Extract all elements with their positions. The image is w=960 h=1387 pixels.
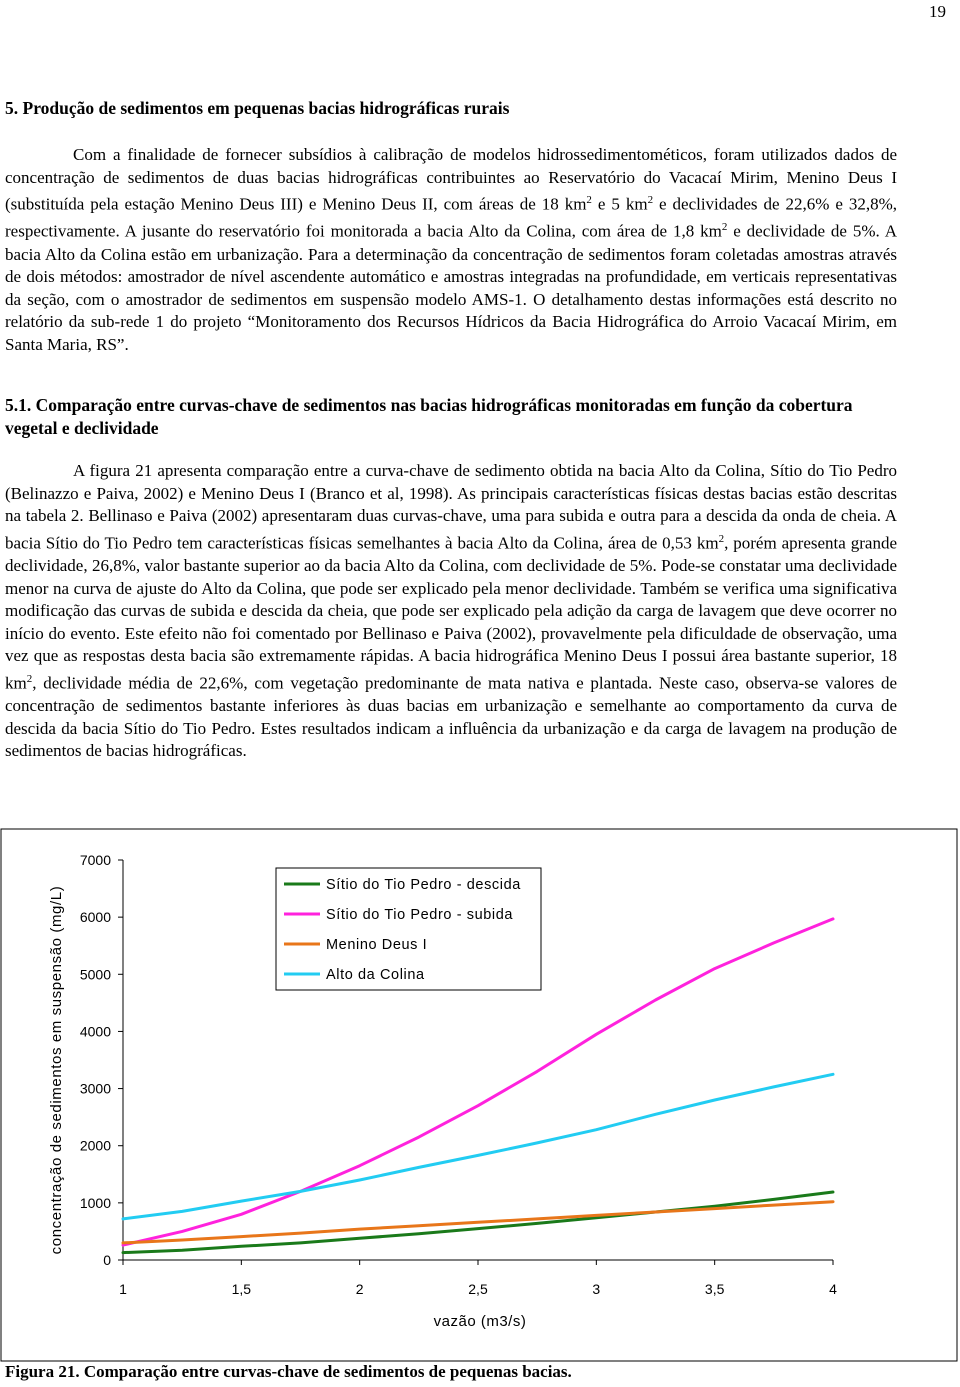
superscript: 2 xyxy=(647,194,654,207)
page-number: 19 xyxy=(929,2,946,21)
legend-label: Sítio do Tio Pedro - subida xyxy=(326,907,514,923)
legend-label: Menino Deus I xyxy=(326,937,428,953)
y-tick-label: 7000 xyxy=(79,852,111,868)
figure-caption: Figura 21. Comparação entre curvas-chave de sedimentos de pequenas bacias. xyxy=(5,1362,572,1381)
x-tick-label: 1 xyxy=(119,1281,127,1297)
body-paragraph-2 xyxy=(5,460,897,763)
subsection-title: 5.1. Comparação entre curvas-chave de sedimentos nas bacias hidrográficas monitoradas em função da cobertura vegetal e declividade xyxy=(5,395,853,438)
text-run: A figura 21 apresenta comparação entre a curva-chave de sedimento obtida na bacia Alto da Colina, Sítio do Tio Pedro (Belinazzo e Paiva, 2002) e Menino Deus I (Branco et al, 1998). As principais características físicas destas bacias estão descritas na tabela 2. Bellinaso e Paiva (2002) apresentaram duas curvas-chave, uma para subida e outra para a descida da onda de cheia. A bacia Sítio do Tio Pedro tem características físicas semelhantes à bacia Alto da Colina, área de 0,53 km xyxy=(5,461,897,553)
series-line xyxy=(123,1202,833,1243)
superscript: 2 xyxy=(721,221,728,234)
figure-21-chart xyxy=(0,828,960,1363)
x-tick-label: 2,5 xyxy=(468,1281,488,1297)
x-tick-label: 3,5 xyxy=(704,1281,725,1297)
text-run: , declividade média de 22,6%, com vegetação predominante de mata nativa e plantada. Neste caso, observa-se valores de concentração de sedimentos bastante inferiores às duas bacias em urbanização e semelhante ao comportamento da curva de descida da bacia Sítio do Tio Pedro. Estes resultados indicam a influência da urbanização e da carga de lavagem na produção de sedimentos de bacias hidrográficas. xyxy=(5,673,897,761)
x-tick-label: 2 xyxy=(355,1281,364,1297)
superscript: 2 xyxy=(26,673,33,685)
series-line xyxy=(123,1074,833,1219)
text-run: Com a finalidade de fornecer subsídios à calibração de modelos hidrossedimentométicos, foram utilizados dados de concentração de sedimentos de duas bacias hidrográficas contribuintes ao Reservatório do Vacacaí Mirim, Menino Deus I (substituída pela estação Menino Deus III) e Menino Deus II, com áreas de 18 km xyxy=(5,145,897,214)
text-run: e declividade de 5%. A bacia Alto da Colina estão em urbanização. Para a determinação da concentração de sedimentos foram coletadas amostras através de dois métodos: amostrador de nível ascendente automático e amostras integradas na profundidade, em verticais representativas da seção, com o amostrador de sedimentos em suspensão modelo AMS-1. O detalhamento destas informações está descrito no relatório da sub-rede 1 do projeto “Monitoramento dos Recursos Hídricos da Bacia Hidrográfica do Arroio Vacacaí Mirim, em Santa Maria, RS”. xyxy=(5,222,897,355)
x-tick-label: 3 xyxy=(592,1281,601,1297)
x-tick-label: 1,5 xyxy=(231,1281,252,1297)
y-tick-label: 4000 xyxy=(79,1023,111,1040)
y-tick-label: 6000 xyxy=(79,909,111,926)
text-run: e declividades de 22,6% e 32,8%, respectivamente. A jusante do reservatório foi monitorada a bacia Alto da Colina, com área de 1,8 km xyxy=(5,194,897,242)
chart-svg xyxy=(0,828,960,1363)
y-tick-label: 0 xyxy=(103,1252,111,1268)
y-tick-label: 2000 xyxy=(79,1137,111,1154)
superscript: 2 xyxy=(718,532,725,545)
body-paragraph-1 xyxy=(5,144,897,357)
text-run: e 5 km xyxy=(591,194,648,214)
y-axis-label: concentração de sedimentos em suspensão (mg/L) xyxy=(48,885,65,1255)
x-axis-label: vazão (m3/s) xyxy=(433,1313,527,1330)
legend-label: Sítio do Tio Pedro - descida xyxy=(326,877,521,893)
legend-label: Alto da Colina xyxy=(326,967,425,983)
section-title: 5. Produção de sedimentos em pequenas bacias hidrográficas rurais xyxy=(5,98,510,118)
y-tick-label: 3000 xyxy=(79,1080,111,1097)
y-tick-label: 5000 xyxy=(79,966,111,983)
x-tick-label: 4 xyxy=(829,1281,837,1297)
y-tick-label: 1000 xyxy=(79,1194,111,1211)
superscript: 2 xyxy=(586,194,592,207)
text-run: , porém apresenta grande declividade, 26,8%, valor bastante superior ao da bacia Alto da Colina, com declividade de 5%. Pode-se constatar uma declividade menor na curva de ajuste do Alto da Colina, que pode ser explicado pela menor declividade. Também se verifica uma significativa modificação das curvas de subida e descida da cheia, que pode ser explicado pela adição da carga de lavagem que deve ocorrer no início do evento. Este efeito não foi comentado por Bellinaso e Paiva (2002), provavelmente pela dificuldade de observação, uma vez que as respostas desta bacia são extremamente rápidas. A bacia hidrográfica Menino Deus I possui área bastante superior, 18 km xyxy=(5,533,898,693)
